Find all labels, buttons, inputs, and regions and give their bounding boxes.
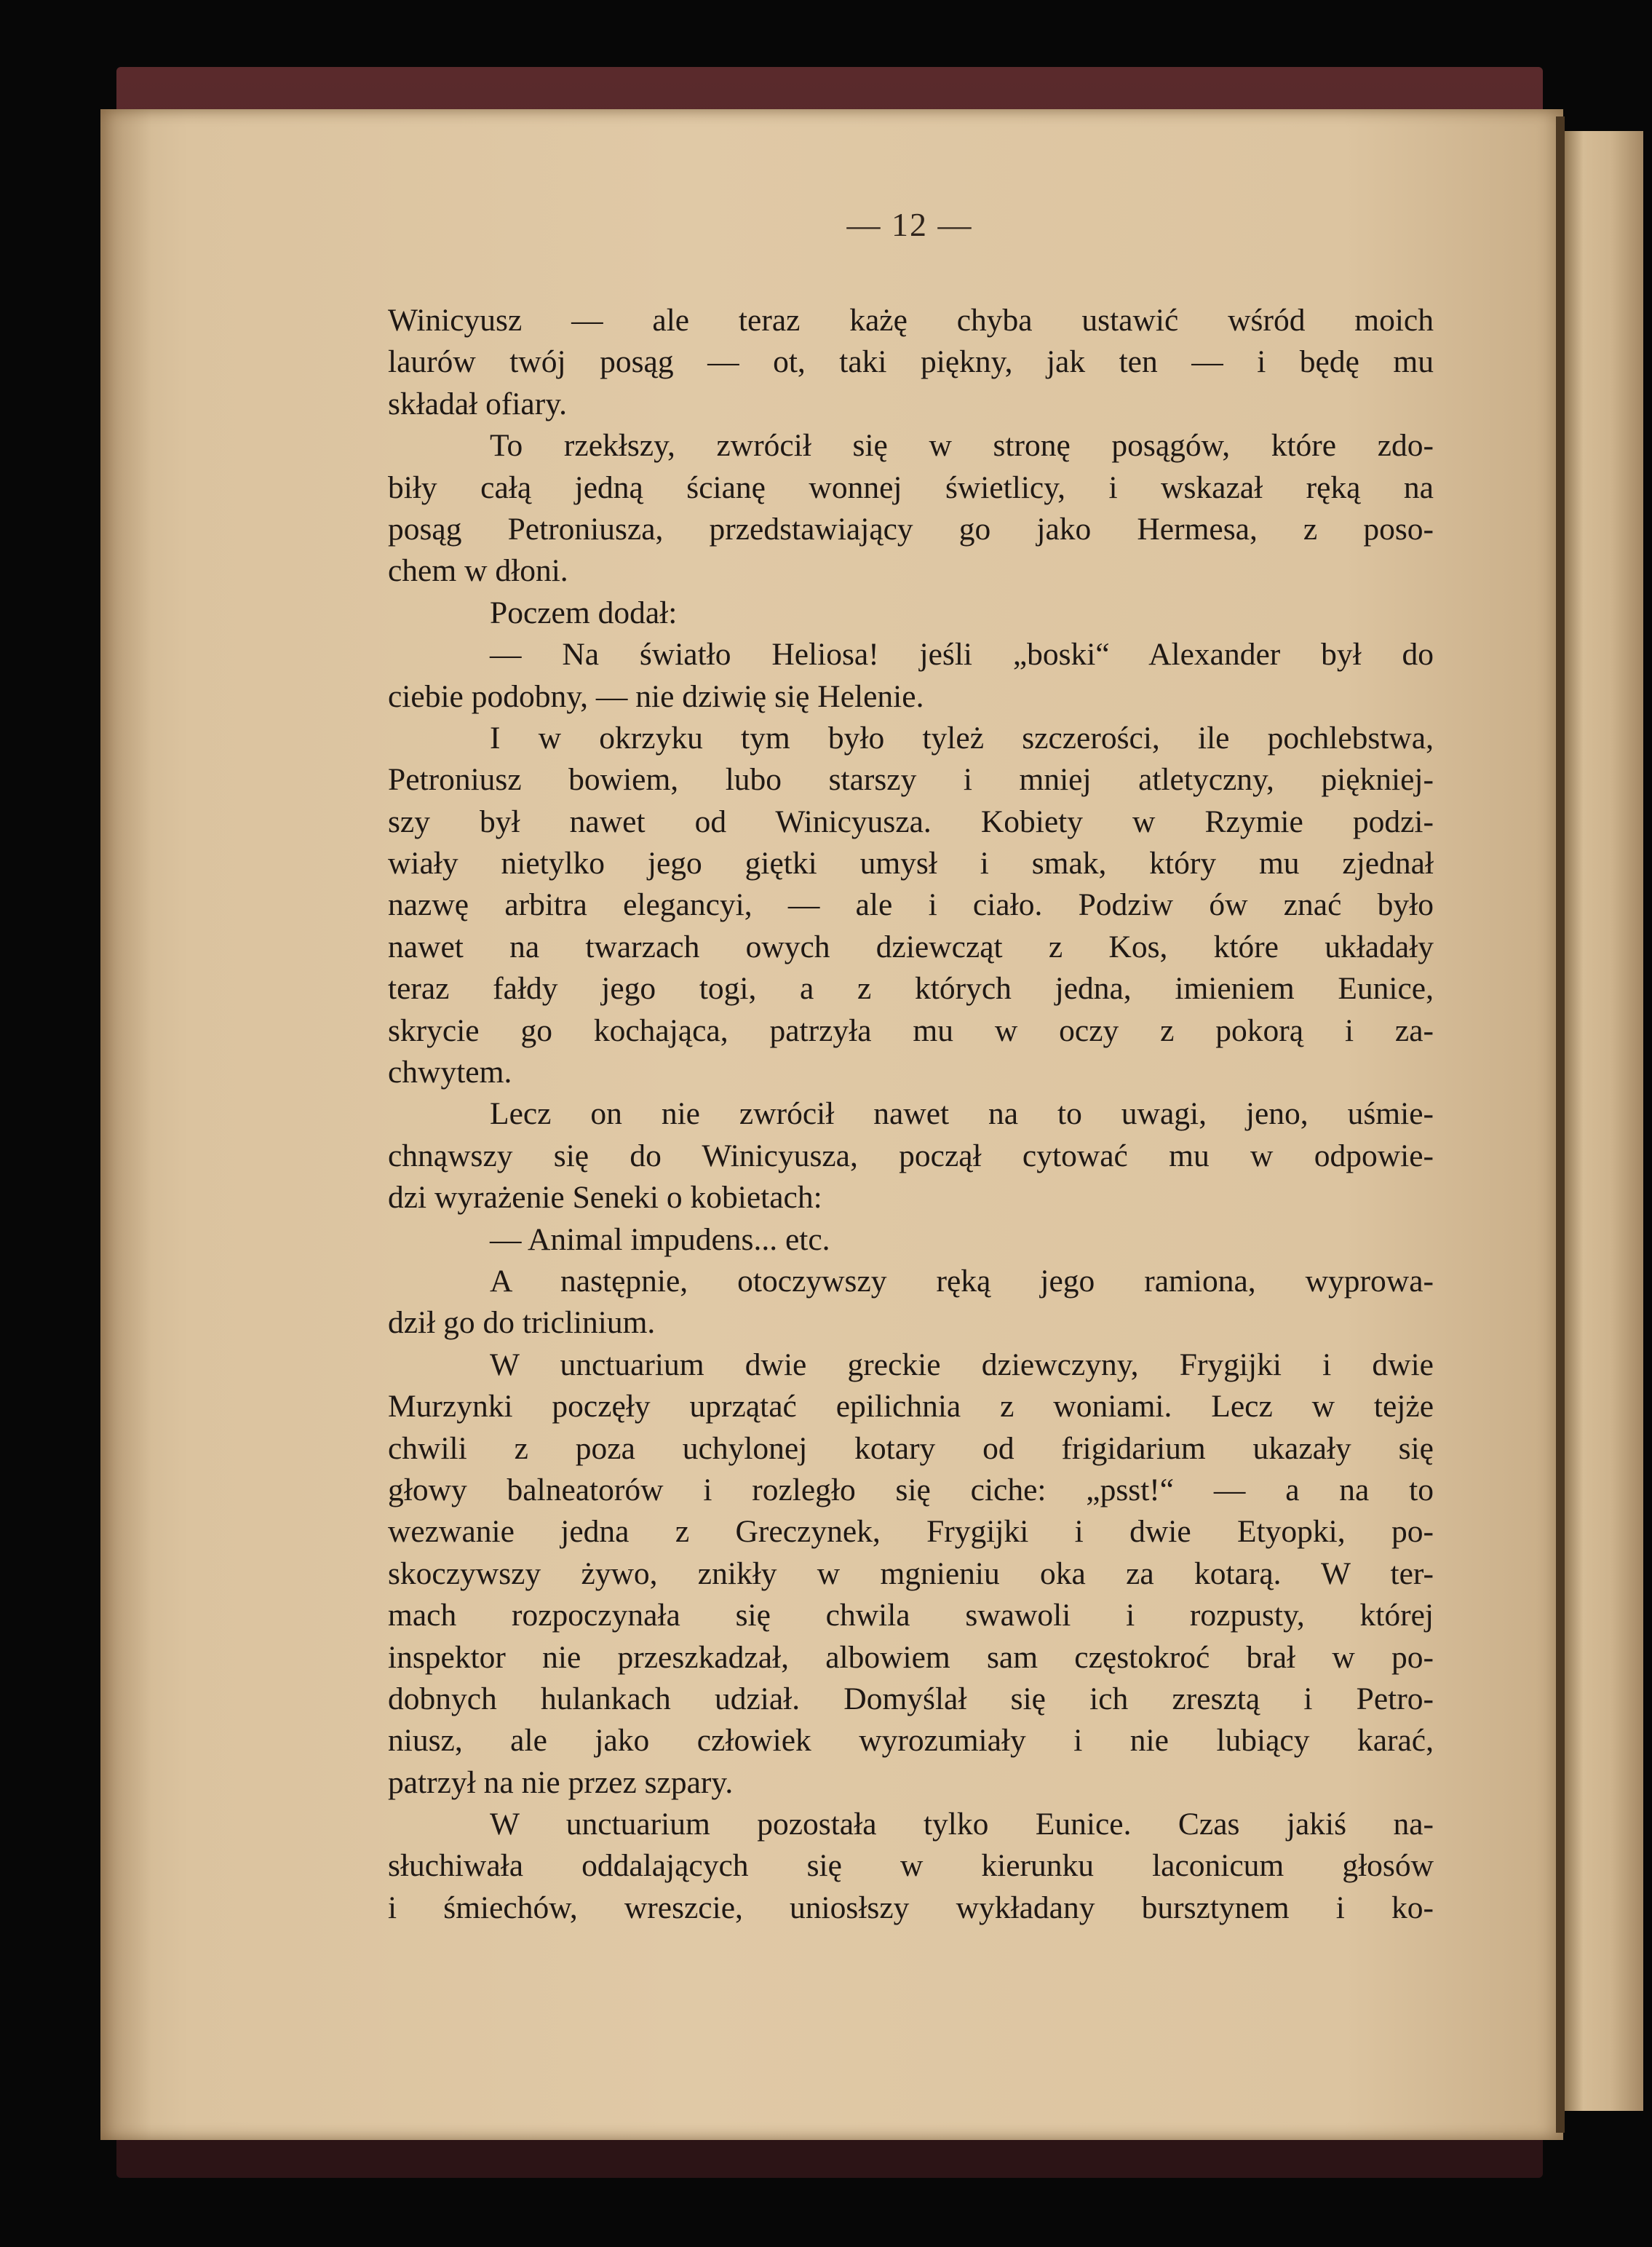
text-line: patrzył na nie przez szpary.: [388, 1764, 734, 1800]
text-line: chnąwszy się do Winicyusza, począł cytować mu w odpowie-: [388, 1138, 1434, 1173]
text-line: biły całą jedną ścianę wonnej świetlicy, i wskazał ręką na: [388, 469, 1434, 505]
text-line: chwili z poza uchylonej kotary od frigidarium ukazały się: [388, 1430, 1434, 1466]
text-line: laurów twój posąg — ot, taki piękny, jak ten — i będę mu: [388, 344, 1434, 380]
text-line: składał ofiary.: [388, 386, 568, 421]
text-line: Lecz on nie zwrócił nawet na to uwagi, jeno, uśmie-: [490, 1096, 1434, 1132]
text-line: Petroniusz bowiem, lubo starszy i mniej atletyczny, piękniej-: [388, 762, 1434, 798]
text-line: niusz, ale jako człowiek wyrozumiały i nie lubiący karać,: [388, 1723, 1434, 1759]
page-spine-edge: [1556, 116, 1565, 2133]
text-line: — Animal impudens... etc.: [490, 1221, 830, 1257]
text-line: szy był nawet od Winicyusza. Kobiety w Rzymie podzi-: [388, 804, 1434, 839]
text-line: Winicyusz — ale teraz każę chyba ustawić wśród moich: [388, 303, 1434, 338]
text-line: dził go do triclinium.: [388, 1305, 656, 1341]
text-line: teraz fałdy jego togi, a z których jedna, imieniem Eunice,: [388, 971, 1434, 1007]
text-line: W unctuarium dwie greckie dziewczyny, Frygijki i dwie: [490, 1347, 1434, 1382]
text-line: posąg Petroniusza, przedstawiający go jako Hermesa, z poso-: [388, 511, 1434, 547]
text-line: A następnie, otoczywszy ręką jego ramiona, wyprowa-: [490, 1263, 1434, 1299]
text-line: nazwę arbitra elegancyi, — ale i ciało. Podziw ów znać było: [388, 887, 1434, 923]
text-line: — Na światło Heliosa! jeśli „boski“ Alexander był do: [490, 637, 1434, 673]
text-line: nawet na twarzach owych dziewcząt z Kos, które układały: [388, 929, 1434, 964]
text-line: skoczywszy żywo, znikły w mgnieniu oka za kotarą. W ter-: [388, 1556, 1434, 1591]
page-edges: [1563, 131, 1643, 2111]
text-line: wiały nietylko jego giętki umysł i smak, który mu zjednał: [388, 846, 1434, 881]
text-line: chwytem.: [388, 1055, 512, 1090]
text-line: Poczem dodał:: [490, 595, 678, 630]
page-number: — 12 —: [846, 206, 973, 243]
text-line: mach rozpoczynała się chwila swawoli i rozpusty, której: [388, 1598, 1434, 1633]
text-line: wezwanie jedna z Greczynek, Frygijki i dwie Etyopki, po-: [388, 1514, 1434, 1550]
text-line: Murzynki poczęły uprzątać epilichnia z woniami. Lecz w tejże: [388, 1389, 1434, 1424]
text-line: chem w dłoni.: [388, 553, 568, 589]
text-line: słuchiwała oddalających się w kierunku laconicum głosów: [388, 1848, 1434, 1884]
text-line: głowy balneatorów i rozległo się ciche: „psst!“ — a na to: [388, 1472, 1434, 1507]
page-text: [388, 300, 1434, 1929]
text-line: dobnych hulankach udział. Domyślał się ich zresztą i Petro-: [388, 1681, 1434, 1716]
text-line: inspektor nie przeszkadzał, albowiem sam częstokroć brał w po-: [388, 1639, 1434, 1675]
text-line: To rzekłszy, zwrócił się w stronę posągów, które zdo-: [490, 428, 1434, 464]
text-line: ciebie podobny, — nie dziwię się Helenie.: [388, 678, 924, 714]
text-line: I w okrzyku tym było tyleż szczerości, ile pochlebstwa,: [490, 720, 1434, 756]
page-shadow: [100, 109, 151, 2140]
text-line: i śmiechów, wreszcie, uniosłszy wykładany bursztynem i ko-: [388, 1890, 1434, 1925]
text-line: W unctuarium pozostała tylko Eunice. Czas jakiś na-: [490, 1807, 1434, 1842]
text-line: skrycie go kochająca, patrzyła mu w oczy z pokorą i za-: [388, 1012, 1434, 1048]
text-line: dzi wyrażenie Seneki o kobietach:: [388, 1180, 822, 1216]
